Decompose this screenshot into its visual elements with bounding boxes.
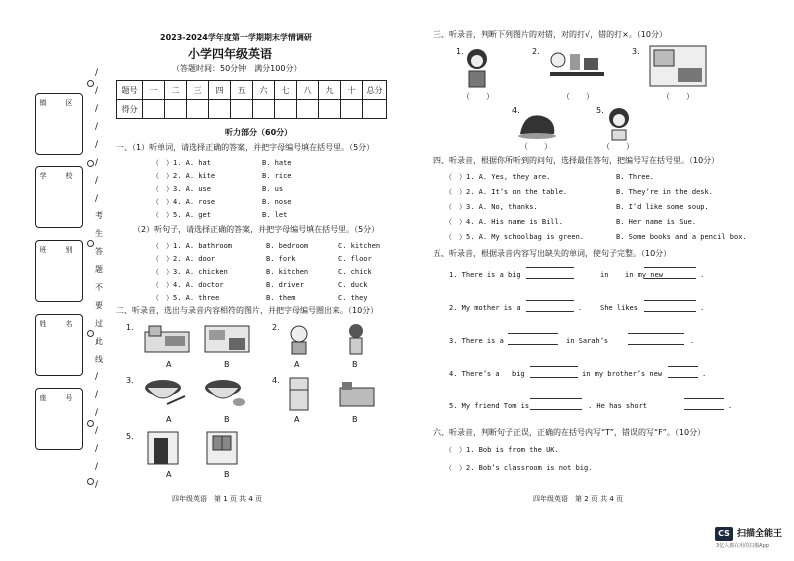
option-b-label[interactable]: B bbox=[352, 360, 358, 369]
score-row-label: 得分 bbox=[117, 100, 143, 119]
blank-line[interactable] bbox=[526, 300, 574, 301]
choice-b: B. rice bbox=[262, 172, 292, 180]
fill-sentence-text: in Sarah’s bbox=[566, 337, 609, 345]
score-cell[interactable] bbox=[319, 100, 341, 119]
fill-sentence-text: in bbox=[600, 271, 609, 279]
score-header-cell: 总分 bbox=[363, 81, 387, 100]
cut-line-mark: / bbox=[95, 408, 99, 418]
binding-vertical-text: 线 bbox=[95, 355, 103, 364]
section6-heading: 六、听录音，判断句子正误，正确的在括号内写“T”，错误的写“F”。（10分） bbox=[433, 428, 706, 437]
score-cell[interactable] bbox=[231, 100, 253, 119]
option-a-label[interactable]: A bbox=[294, 415, 300, 424]
choice-b: B. them bbox=[266, 294, 296, 302]
bed-picture bbox=[338, 378, 376, 410]
score-header-cell: 七 bbox=[275, 81, 297, 100]
binding-hole bbox=[87, 330, 94, 337]
question-number: 2. bbox=[532, 47, 540, 56]
answer-option-a: （ ）1. A. Yes, they are. bbox=[445, 173, 551, 181]
exam-subject-title: 小学四年级英语 bbox=[188, 47, 273, 61]
section3-heading: 三、听录音，判断下列图片的对错，对的打√，错的打×。（10分） bbox=[433, 30, 667, 39]
fridge-picture bbox=[288, 376, 310, 412]
page-footer-left: 四年级英语 第 1 页 共 4 页 bbox=[172, 495, 263, 503]
answer-option-a: （ ）2. A. It’s on the table. bbox=[445, 188, 568, 196]
blank-line[interactable] bbox=[508, 333, 558, 334]
seat-field[interactable] bbox=[35, 388, 83, 450]
blank-line[interactable] bbox=[526, 311, 574, 312]
choice-a: （ ）5. A. get bbox=[152, 211, 211, 219]
school-field[interactable] bbox=[35, 166, 83, 228]
binding-vertical-text: 题 bbox=[95, 265, 103, 274]
question-number: 4. bbox=[512, 106, 520, 115]
question-number: 1. bbox=[456, 47, 464, 56]
choice-a: （ ）5. A. three bbox=[152, 294, 220, 302]
option-b-label[interactable]: B bbox=[224, 470, 230, 479]
choice-b: B. let bbox=[262, 211, 288, 219]
choice-c: C. floor bbox=[338, 255, 372, 263]
blank-line[interactable] bbox=[526, 267, 574, 268]
choice-c: C. they bbox=[338, 294, 368, 302]
cut-line-mark: / bbox=[95, 444, 99, 454]
section2-heading: 二、听录音，选出与录音内容相符的图片，并把字母编号圈出来。（10分） bbox=[116, 306, 379, 315]
score-cell[interactable] bbox=[275, 100, 297, 119]
score-cell[interactable] bbox=[253, 100, 275, 119]
cut-line-mark: / bbox=[95, 68, 99, 78]
section5-heading: 五、听录音，根据录音内容写出缺失的单词，使句子完整。（10分） bbox=[433, 249, 672, 258]
choice-c: C. duck bbox=[338, 281, 368, 289]
choice-b: B. hate bbox=[262, 159, 292, 167]
score-cell[interactable] bbox=[297, 100, 319, 119]
fill-period: . bbox=[578, 304, 583, 312]
living-room-picture bbox=[648, 44, 708, 88]
answer-option-a: （ ）3. A. No, thanks. bbox=[445, 203, 538, 211]
score-table-score-row bbox=[117, 100, 387, 119]
choice-a: （ ）3. A. use bbox=[152, 185, 211, 193]
name-label: 姓 名 bbox=[39, 320, 79, 328]
question-number: 3. bbox=[126, 376, 134, 385]
scanner-logo-icon: CS bbox=[715, 527, 733, 541]
choice-b: B. kitchen bbox=[266, 268, 309, 276]
cut-line-mark: / bbox=[95, 104, 99, 114]
cut-line-mark: / bbox=[95, 390, 99, 400]
binding-vertical-text: 不 bbox=[95, 283, 103, 292]
blank-line[interactable] bbox=[644, 278, 696, 279]
blank-line[interactable] bbox=[530, 366, 578, 367]
cut-line-mark: / bbox=[95, 122, 99, 132]
seat-label: 座 号 bbox=[39, 394, 79, 402]
blank-line[interactable] bbox=[628, 333, 684, 334]
fill-sentence-text: in my brother’s new bbox=[582, 370, 663, 378]
answer-option-b: B. They’re in the desk. bbox=[616, 188, 713, 196]
binding-hole bbox=[87, 240, 94, 247]
name-field[interactable] bbox=[35, 314, 83, 376]
section4-heading: 四、听录音，根据你所听到的问句，选择最佳答句，把编号写在括号里。（10分） bbox=[433, 156, 720, 165]
blank-line[interactable] bbox=[644, 300, 696, 301]
blank-line[interactable] bbox=[684, 398, 724, 399]
choice-b: B. us bbox=[262, 185, 284, 193]
score-header-cell: 八 bbox=[297, 81, 319, 100]
fill-period: . bbox=[702, 370, 707, 378]
cut-line-mark: / bbox=[95, 462, 99, 472]
blank-line[interactable] bbox=[684, 409, 724, 410]
shelf-picture bbox=[548, 50, 608, 84]
fill-sentence-text: in my new bbox=[625, 271, 663, 279]
fill-sentence-text: 1. There is a big bbox=[449, 271, 521, 279]
fill-sentence-text: 5. My friend Tom is bbox=[449, 402, 530, 410]
girl-picture bbox=[461, 47, 493, 89]
question-number: 5. bbox=[596, 106, 604, 115]
fill-period: . bbox=[728, 402, 733, 410]
choice-c: C. chick bbox=[338, 268, 372, 276]
window-picture bbox=[205, 430, 241, 466]
binding-vertical-text: 考 bbox=[95, 211, 103, 220]
blank-line[interactable] bbox=[530, 377, 578, 378]
binding-hole bbox=[87, 160, 94, 167]
cut-line-mark: / bbox=[95, 480, 99, 490]
question-number: 4. bbox=[272, 376, 280, 385]
question-number: 1. bbox=[126, 323, 134, 332]
score-table-header-row bbox=[117, 81, 387, 100]
exam-title-line: 2023-2024学年度第一学期期末学情调研 bbox=[160, 33, 312, 42]
class-field[interactable] bbox=[35, 240, 83, 302]
door-picture bbox=[146, 430, 182, 466]
answer-bracket[interactable]: （ ） bbox=[462, 92, 494, 101]
option-a-label[interactable]: A bbox=[294, 360, 300, 369]
answer-option-b: B. I’d like some soup. bbox=[616, 203, 709, 211]
question-number: 2. bbox=[272, 323, 280, 332]
choice-a: （ ）2. A. kite bbox=[152, 172, 216, 180]
sick-boy-picture bbox=[284, 322, 314, 356]
answer-option-b: B. Some books and a pencil box. bbox=[616, 233, 747, 241]
answer-option-a: （ ）4. A. His name is Bill. bbox=[445, 218, 563, 226]
blank-line[interactable] bbox=[530, 409, 582, 410]
class-label: 班 别 bbox=[39, 246, 79, 254]
answer-option-b: B. Three. bbox=[616, 173, 654, 181]
question-number: 3. bbox=[632, 47, 640, 56]
district-label: 镇 区 bbox=[39, 99, 79, 107]
choice-a: （ ）2. A. door bbox=[152, 255, 216, 263]
cut-line-mark: / bbox=[95, 372, 99, 382]
answer-option-b: B. Her name is Sue. bbox=[616, 218, 697, 226]
score-cell[interactable] bbox=[341, 100, 363, 119]
score-header-cell: 二 bbox=[165, 81, 187, 100]
choice-a: （ ）1. A. bathroom bbox=[152, 242, 233, 250]
score-cell[interactable] bbox=[165, 100, 187, 119]
score-cell[interactable] bbox=[187, 100, 209, 119]
fill-period: . bbox=[700, 271, 705, 279]
kitchen-picture bbox=[203, 322, 251, 356]
noodles-chopsticks-picture bbox=[143, 374, 187, 410]
true-false-item: （ ）1. Bob is from the UK. bbox=[445, 446, 559, 454]
cut-line-mark: / bbox=[95, 158, 99, 168]
section1-heading: 一、（1）听单词，请选择正确的答案，并把字母编号填在括号里。（5分） bbox=[116, 143, 375, 152]
score-header-cell: 一 bbox=[143, 81, 165, 100]
binding-hole bbox=[87, 80, 94, 87]
choice-a: （ ）3. A. chicken bbox=[152, 268, 228, 276]
binding-vertical-text: 生 bbox=[95, 229, 103, 238]
option-b-label[interactable]: B bbox=[224, 415, 230, 424]
fill-period: . bbox=[690, 337, 695, 345]
chicken-dish-picture bbox=[516, 108, 558, 140]
option-b-label[interactable]: B bbox=[224, 360, 230, 369]
binding-hole bbox=[87, 478, 94, 485]
fill-sentence-text: . He has short bbox=[588, 402, 648, 410]
score-header-cell: 四 bbox=[209, 81, 231, 100]
girl-face-picture bbox=[604, 106, 634, 142]
boy-picture bbox=[343, 322, 369, 356]
fill-sentence-text: 3. There is a bbox=[449, 337, 504, 345]
noodles-spoon-picture bbox=[203, 374, 247, 410]
school-label: 学 校 bbox=[39, 172, 79, 180]
blank-line[interactable] bbox=[508, 344, 558, 345]
cut-line-mark: / bbox=[95, 176, 99, 186]
blank-line[interactable] bbox=[668, 377, 698, 378]
fill-sentence-text: 4. There’s a bbox=[449, 370, 500, 378]
binding-vertical-text: 要 bbox=[95, 301, 103, 310]
score-table bbox=[116, 80, 387, 119]
choice-b: B. bedroom bbox=[266, 242, 309, 250]
score-cell[interactable] bbox=[363, 100, 387, 119]
option-a-label[interactable]: A bbox=[166, 415, 172, 424]
score-header-cell: 五 bbox=[231, 81, 253, 100]
blank-line[interactable] bbox=[526, 278, 574, 279]
cut-line-mark: / bbox=[95, 426, 99, 436]
binding-vertical-text: 此 bbox=[95, 337, 103, 346]
answer-option-a: （ ）5. A. My schoolbag is green. bbox=[445, 233, 585, 241]
bedroom-picture bbox=[143, 322, 193, 356]
blank-line[interactable] bbox=[644, 267, 696, 268]
cut-line-mark: / bbox=[95, 86, 99, 96]
answer-bracket[interactable]: （ ） bbox=[602, 142, 634, 151]
choice-b: B. nose bbox=[262, 198, 292, 206]
binding-hole bbox=[87, 420, 94, 427]
choice-b: B. driver bbox=[266, 281, 304, 289]
page-footer-right: 四年级英语 第 2 页 共 4 页 bbox=[533, 495, 624, 503]
choice-b: B. fork bbox=[266, 255, 296, 263]
answer-bracket[interactable]: （ ） bbox=[662, 92, 694, 101]
score-header-cell: 十 bbox=[341, 81, 363, 100]
choice-a: （ ）4. A. rose bbox=[152, 198, 216, 206]
option-a-label[interactable]: A bbox=[166, 360, 172, 369]
cut-line-mark: / bbox=[95, 194, 99, 204]
answer-bracket[interactable]: （ ） bbox=[520, 142, 552, 151]
score-cell[interactable] bbox=[209, 100, 231, 119]
blank-line[interactable] bbox=[530, 398, 582, 399]
district-field[interactable] bbox=[35, 93, 83, 155]
fill-sentence-text: big bbox=[512, 370, 525, 378]
blank-line[interactable] bbox=[628, 344, 684, 345]
choice-a: （ ）4. A. doctor bbox=[152, 281, 224, 289]
listening-part-title: 听力部分（60分） bbox=[225, 128, 293, 137]
fill-sentence-text: 2. My mother is a bbox=[449, 304, 521, 312]
fill-period: . bbox=[700, 304, 705, 312]
question-number: 5. bbox=[126, 432, 134, 441]
answer-bracket[interactable]: （ ） bbox=[562, 92, 594, 101]
scanner-app-tagline: 3亿人都在用的扫描App bbox=[716, 543, 769, 549]
cut-line-mark: / bbox=[95, 140, 99, 150]
binding-vertical-text: 过 bbox=[95, 319, 103, 328]
blank-line[interactable] bbox=[668, 366, 698, 367]
score-header-cell: 题号 bbox=[117, 81, 143, 100]
score-cell[interactable] bbox=[143, 100, 165, 119]
score-header-cell: 九 bbox=[319, 81, 341, 100]
exam-time-note: （答题时间：50分钟 满分100分） bbox=[172, 64, 302, 73]
scanner-app-name: 扫描全能王 bbox=[737, 529, 783, 539]
score-header-cell: 三 bbox=[187, 81, 209, 100]
choice-a: （ ）1. A. hat bbox=[152, 159, 211, 167]
choice-c: C. kitchen bbox=[338, 242, 381, 250]
score-header-cell: 六 bbox=[253, 81, 275, 100]
binding-vertical-text: 答 bbox=[95, 247, 103, 256]
true-false-item: （ ）2. Bob’s classroom is not big. bbox=[445, 464, 593, 472]
blank-line[interactable] bbox=[644, 311, 696, 312]
option-b-label[interactable]: B bbox=[352, 415, 358, 424]
fill-sentence-text: She likes bbox=[600, 304, 638, 312]
option-a-label[interactable]: A bbox=[166, 470, 172, 479]
section1-subheading: （2）听句子，请选择正确的答案，并把字母编号填在括号里。（5分） bbox=[133, 225, 380, 234]
